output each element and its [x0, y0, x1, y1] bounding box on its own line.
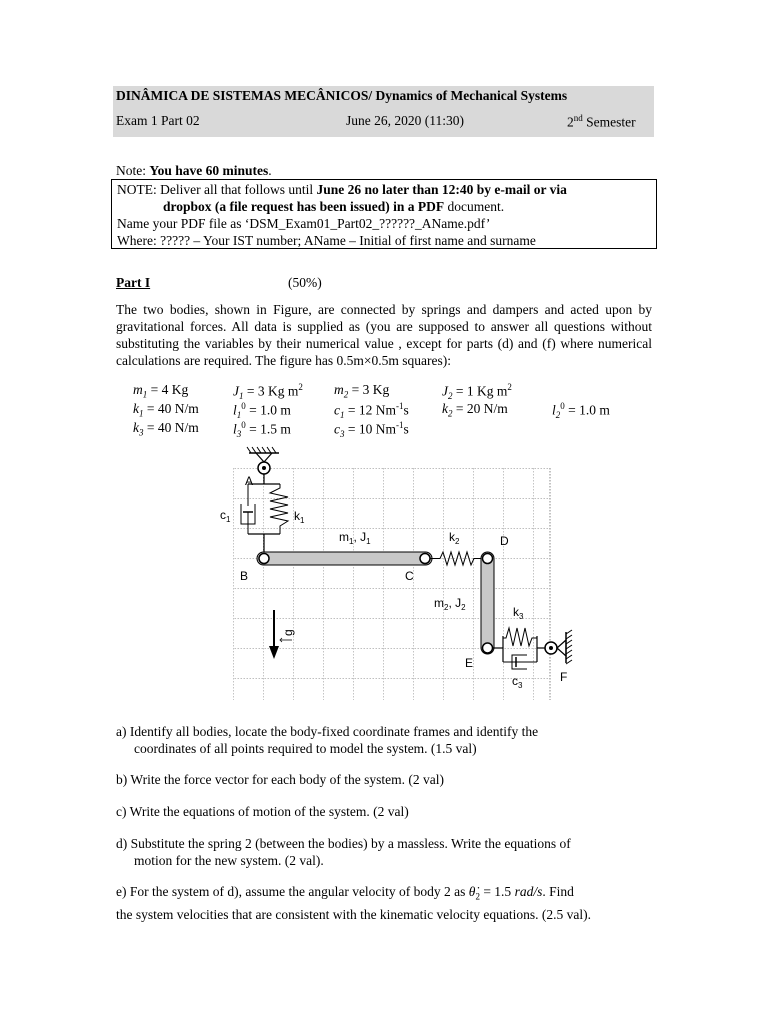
intro-paragraph: The two bodies, shown in Figure, are connected by springs and dampers and acted upon by gravitational forces. All data is supplied as (you are supposed to answer all questions without substituting the variables by their numerical value , except for parts (d) and (f) where numerical calculations are required. The figure has 0.5m×0.5m squares): — [116, 302, 652, 368]
note-line-2: dropbox (a file request has been issued) in a PDF document. — [163, 199, 505, 214]
label-c1: $c_1$ — [220, 508, 231, 524]
label-F: F — [560, 670, 568, 684]
course-title: DINÂMICA DE SISTEMAS MECÂNICOS/ Dynamics of Mechanical Systems — [116, 88, 568, 103]
parameters-table — [133, 382, 610, 440]
part-title: Part I — [116, 275, 151, 290]
label-B: B — [240, 569, 249, 583]
param-l1: $l_1^0 = 1.0$ m — [233, 401, 291, 421]
param-k3: $k_3 = 40$ N/m — [133, 420, 199, 439]
note-line-4: Where: ????? – Your IST number; AName – Initial of first name and surname — [117, 233, 536, 248]
param-row-3 — [133, 420, 610, 439]
label-C: C — [405, 569, 414, 583]
body-2-bar — [481, 552, 494, 654]
exam-name: Exam 1 Part 02 — [116, 113, 200, 128]
label-D: D — [500, 534, 509, 548]
question-b: b) Write the force vector for each body of the system. (2 val) — [116, 772, 444, 787]
exam-date: June 26, 2020 (11:30) — [346, 113, 464, 128]
param-m1: $m_1 = 4$ Kg — [133, 382, 189, 400]
label-k3: $k_3$ — [513, 605, 524, 621]
param-l3: $l_3^0 = 1.5$ m — [233, 420, 291, 440]
note-line-1: NOTE: Deliver all that follows until June 26 no later than 12:40 by e-mail or via — [117, 182, 567, 197]
label-g: g — [281, 629, 295, 636]
param-c3: $c_3 = 10$ $Nm^{-1}s$ — [334, 420, 409, 440]
delivery-note-box — [111, 179, 657, 249]
label-m1-J1: $m_1$, $J_1$ — [339, 530, 371, 546]
time-note: Note: You have 60 minutes. — [116, 163, 272, 178]
question-c: c) Write the equations of motion of the system. (2 val) — [116, 804, 409, 819]
param-c1: $c_1 = 12$ $Nm^{-1}s$ — [334, 401, 409, 421]
label-k2: $k_2$ — [449, 530, 460, 546]
param-J1: $J_1 = 3$ Kg $m^2$ — [233, 382, 303, 402]
label-m2-J2: $m_2$, $J_2$ — [434, 596, 466, 612]
param-m2: $m_2 = 3$ Kg — [334, 382, 390, 400]
param-J2: $J_2 = 1$ Kg $m^2$ — [442, 382, 512, 402]
param-l2: $l_2^0 = 1.0$ m — [552, 401, 610, 421]
label-k1: $k_1$ — [294, 509, 305, 525]
part-percent: (50%) — [288, 275, 322, 290]
mechanism-figure — [210, 440, 590, 700]
label-c3: $c_3$ — [512, 674, 523, 690]
label-E: E — [465, 656, 474, 670]
param-k2: $k_2 = 20$ N/m — [442, 401, 508, 419]
semester: 2nd Semester — [567, 113, 636, 130]
param-row-2 — [133, 401, 610, 420]
question-a: a) Identify all bodies, locate the body-fixed coordinate frames and identify the coordinates of all points required to model the system. (1.5 val) — [116, 724, 539, 756]
question-d: d) Substitute the spring 2 (between the bodies) by a massless. Write the equations of motion for the new system. (2 val). — [116, 836, 571, 868]
param-row-1 — [133, 382, 610, 401]
param-k1: $k_1 = 40$ N/m — [133, 401, 199, 419]
question-e: e) For the system of d), assume the angular velocity of body 2 as $\thetȧ_2 = 1.5$ rad/s. Find the system velocities that are consistent with the kinematic velocity equations. (2.5 val). — [116, 884, 591, 922]
grid — [233, 468, 550, 700]
note-line-3: Name your PDF file as ‘DSM_Exam01_Part02_??????_AName.pdf’ — [117, 216, 491, 231]
body-1-bar — [257, 552, 432, 565]
label-A: A — [245, 474, 254, 488]
